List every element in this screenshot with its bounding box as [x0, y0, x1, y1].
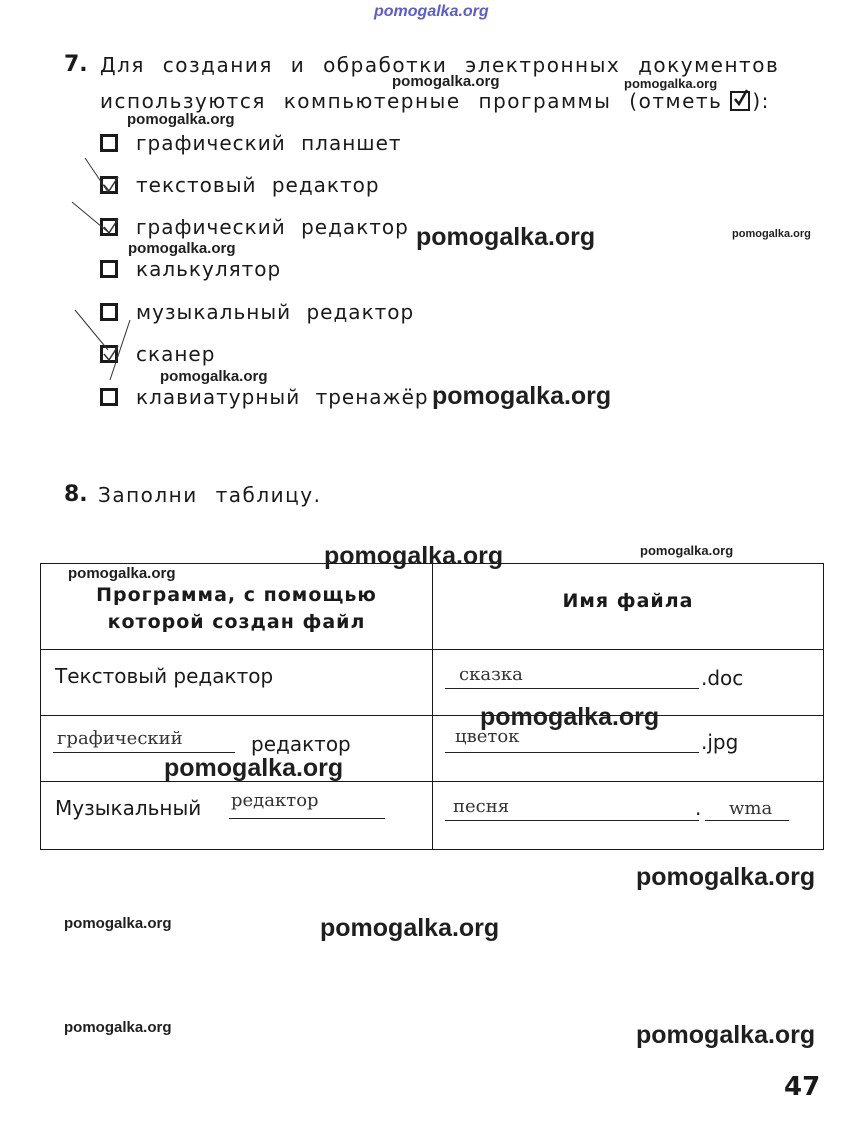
program-printed: Текстовый редактор [55, 664, 274, 688]
extension-printed: .doc [701, 666, 744, 690]
header-program-line1: Программа, с помощью [96, 583, 377, 606]
watermark: pomogalka.org [68, 565, 176, 582]
watermark: pomogalka.org [128, 240, 236, 257]
task7-line2 [100, 89, 770, 113]
header-program-line2: которой создан файл [107, 610, 366, 633]
watermark: pomogalka.org [320, 914, 500, 942]
watermark: pomogalka.org [624, 76, 718, 91]
option-label: калькулятор [136, 257, 282, 281]
header-filename [433, 564, 824, 650]
watermark: pomogalka.org [416, 223, 596, 251]
option-graphics-editor [100, 215, 409, 239]
filename-written: цветок [455, 726, 520, 747]
task8-text: Заполни таблицу. [98, 483, 322, 507]
table-cell [41, 782, 433, 850]
table-cell [433, 782, 824, 850]
program-printed: Музыкальный [55, 796, 202, 820]
answer-line[interactable] [229, 818, 385, 819]
watermark: pomogalka.org [636, 1021, 816, 1049]
header-filename-text: Имя файла [562, 590, 694, 612]
watermark: pomogalka.org [636, 863, 816, 891]
answer-line[interactable] [445, 820, 699, 821]
option-label: клавиатурный тренажёр [136, 385, 429, 409]
option-music-editor [100, 300, 414, 324]
watermark: pomogalka.org [324, 542, 504, 570]
task7-line1: Для создания и обработки электронных документов [100, 53, 780, 77]
watermark: pomogalka.org [127, 111, 235, 128]
option-label: музыкальный редактор [136, 300, 415, 324]
table-cell [41, 650, 433, 716]
watermark: pomogalka.org [160, 368, 268, 385]
watermark: pomogalka.org [432, 382, 612, 410]
watermark: pomogalka.org [480, 703, 660, 731]
watermark: pomogalka.org [374, 3, 489, 20]
option-label: текстовый редактор [136, 173, 380, 197]
filename-written: сказка [459, 664, 523, 685]
watermark: pomogalka.org [64, 915, 172, 932]
option-text-editor [100, 173, 380, 197]
watermark: pomogalka.org [732, 228, 811, 240]
checkbox[interactable] [100, 388, 118, 406]
watermark: pomogalka.org [164, 754, 344, 782]
answer-line[interactable] [705, 820, 789, 821]
program-written: графический [57, 728, 183, 749]
watermark: pomogalka.org [392, 73, 500, 90]
program-written: редактор [231, 790, 319, 811]
extension-written: wma [729, 798, 773, 819]
option-label: графический редактор [136, 215, 409, 239]
task7-number: 7. [64, 52, 88, 77]
task8-number: 8. [64, 482, 88, 507]
watermark: pomogalka.org [640, 543, 734, 558]
program-printed: редактор [251, 732, 351, 756]
answer-line[interactable] [445, 688, 699, 689]
option-label: графический планшет [136, 131, 402, 155]
task7-line2-after: ): [752, 89, 770, 113]
option-graphics-tablet [100, 131, 402, 155]
task7-line2-before: используются компьютерные программы (отметь [100, 89, 723, 113]
watermark: pomogalka.org [64, 1019, 172, 1036]
extension-printed: . [695, 796, 702, 820]
handwritten-check-strokes [60, 140, 140, 390]
answer-line[interactable] [445, 752, 699, 753]
option-keyboard-trainer [100, 385, 429, 409]
option-label: сканер [136, 342, 216, 366]
fill-table [40, 563, 824, 850]
page-number: 47 [784, 1072, 821, 1102]
answer-line[interactable] [53, 752, 235, 753]
filename-written: песня [453, 796, 510, 817]
checkmark-box-icon [730, 91, 750, 111]
header-program [41, 564, 433, 650]
extension-printed: .jpg [701, 730, 739, 754]
